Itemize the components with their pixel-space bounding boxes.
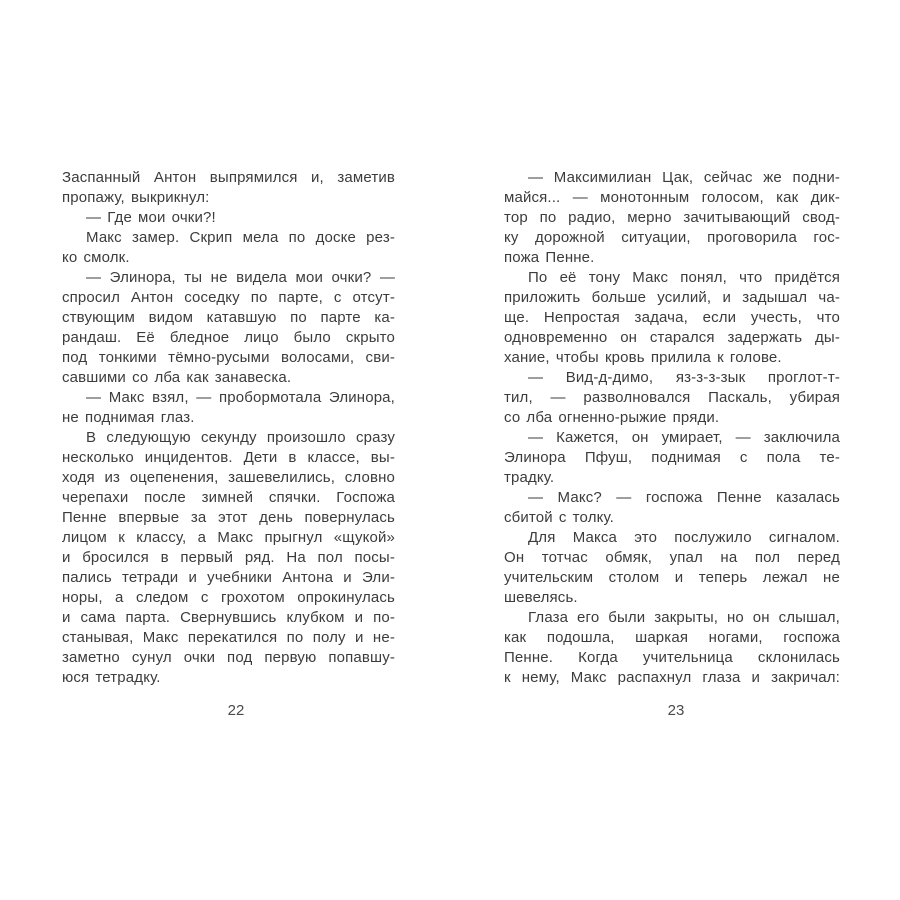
text-line: — Макс взял, — пробормотала Элинора, bbox=[86, 389, 395, 406]
text-line: норы, а следом с грохотом опрокинулась bbox=[62, 589, 395, 606]
text-line: Для Макса это послужило сигналом. bbox=[528, 529, 840, 546]
text-line: рандаш. Её бледное лицо было скрыто bbox=[62, 329, 395, 346]
text-line: Пенне. Когда учительница склонилась bbox=[504, 649, 840, 666]
text-line: станывая, Макс перекатился по полу и не- bbox=[62, 629, 395, 646]
text-line: Он тотчас обмяк, упал на пол перед bbox=[504, 549, 840, 566]
text-line: — Макс? — госпожа Пенне казалась bbox=[528, 489, 840, 506]
text-line: заметно сунул очки под первую попавшу- bbox=[62, 649, 395, 666]
page-number-right: 23 bbox=[667, 702, 685, 719]
text-line: одновременно он старался задержать ды- bbox=[504, 329, 840, 346]
text-line: учительским столом и теперь лежал не bbox=[504, 569, 840, 586]
text-line: шевелясь. bbox=[504, 589, 578, 606]
text-line: Пенне впервые за этот день повернулась bbox=[62, 509, 395, 526]
text-line: ще. Непростая задача, если учесть, что bbox=[504, 309, 840, 326]
text-line: и бросился в первый ряд. На пол посы- bbox=[62, 549, 395, 566]
text-line: приложить больше усилий, и задышал ча- bbox=[504, 289, 840, 306]
text-line: майся... — монотонным голосом, как дик- bbox=[504, 189, 840, 206]
page-left-text-column bbox=[62, 168, 395, 688]
text-line: пожа Пенне. bbox=[504, 249, 595, 266]
text-line: пропажу, выкрикнул: bbox=[62, 189, 210, 206]
text-line: По её тону Макс понял, что придётся bbox=[528, 269, 840, 286]
text-line: как подошла, шаркая ногами, госпожа bbox=[504, 629, 840, 646]
text-line: ствующим видом катавшую по парте ка- bbox=[62, 309, 395, 326]
text-line: Макс замер. Скрип мела по доске рез- bbox=[86, 229, 395, 246]
page-right-text-column bbox=[504, 168, 840, 688]
text-line: Заспанный Антон выпрямился и, заметив bbox=[62, 169, 395, 186]
text-line: — Где мои очки?! bbox=[86, 209, 216, 226]
text-line: под тонкими тёмно-русыми волосами, сви- bbox=[62, 349, 395, 366]
text-line: — Вид-д-димо, яз-з-з-зык проглот-т- bbox=[528, 369, 840, 386]
text-line: несколько инцидентов. Дети в классе, вы- bbox=[62, 449, 395, 466]
text-line: савшими со лба как занавеска. bbox=[62, 369, 292, 386]
text-line: хание, чтобы кровь прилила к голове. bbox=[504, 349, 782, 366]
text-line: черепахи после зимней спячки. Госпожа bbox=[62, 489, 395, 506]
text-line: к нему, Макс распахнул глаза и закричал: bbox=[504, 669, 840, 686]
text-line: со лба огненно-рыжие пряди. bbox=[504, 409, 720, 426]
text-line: В следующую секунду произошло сразу bbox=[86, 429, 395, 446]
text-line: и сама парта. Свернувшись клубком и по- bbox=[62, 609, 395, 626]
text-line: юся тетрадку. bbox=[62, 669, 161, 686]
text-line: традку. bbox=[504, 469, 555, 486]
text-line: — Максимилиан Цак, сейчас же подни- bbox=[528, 169, 840, 186]
text-line: пались тетради и учебники Антона и Эли- bbox=[62, 569, 395, 586]
text-line: Элинора Пфуш, поднимая с пола те- bbox=[504, 449, 840, 466]
text-line: не поднимая глаз. bbox=[62, 409, 195, 426]
text-line: Глаза его были закрыты, но он слышал, bbox=[528, 609, 840, 626]
text-line: — Кажется, он умирает, — заключила bbox=[528, 429, 840, 446]
text-line: ко смолк. bbox=[62, 249, 130, 266]
page-number-left: 22 bbox=[227, 702, 245, 719]
text-line: тор по радио, мерно зачитывающий свод- bbox=[504, 209, 840, 226]
text-line: сбитой с толку. bbox=[504, 509, 614, 526]
text-line: — Элинора, ты не видела мои очки? — bbox=[86, 269, 395, 286]
text-line: ходя из оцепенения, зашевелились, словно bbox=[62, 469, 395, 486]
text-line: тил, — разволновался Паскаль, убирая bbox=[504, 389, 840, 406]
text-line: ку дорожной ситуации, проговорила гос- bbox=[504, 229, 840, 246]
text-line: лицом к классу, а Макс прыгнул «щукой» bbox=[62, 529, 395, 546]
text-line: спросил Антон соседку по парте, с отсут- bbox=[62, 289, 395, 306]
